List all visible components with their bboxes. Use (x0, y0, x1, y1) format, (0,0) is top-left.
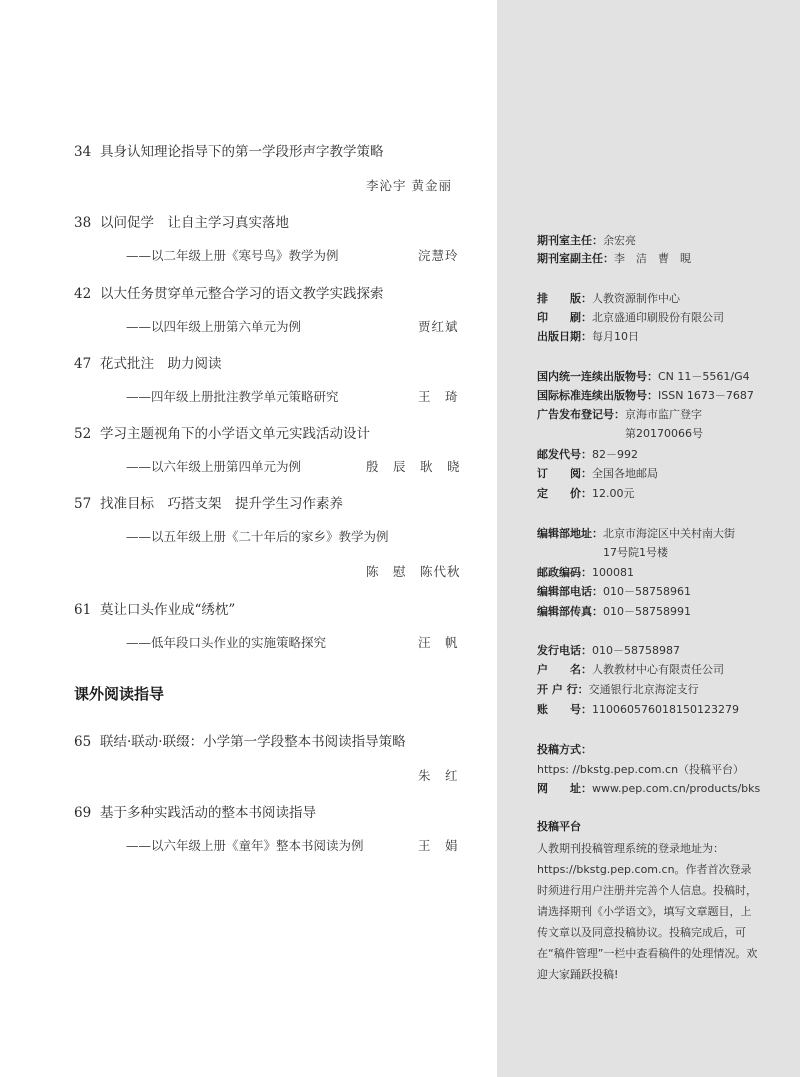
masthead-row: 邮政编码：100081 (537, 566, 634, 579)
article-page-number: 34 (74, 144, 92, 160)
masthead-row: 广告发布登记号：京海市监广登字 (537, 408, 702, 421)
masthead-row: 出版日期：每月10日 (537, 330, 639, 343)
article-subtitle: ——以六年级上册《童年》整本书阅读为例 (126, 838, 364, 853)
article-title-text: 找准目标 巧搭支架 提升学生习作素养 (100, 496, 343, 512)
article-page-number: 57 (74, 496, 92, 512)
article-authors: 汪 帆 (418, 635, 459, 650)
article-title-text: 学习主题视角下的小学语文单元实践活动设计 (100, 426, 370, 442)
submission-heading: 投稿方式： (537, 743, 592, 756)
article-title[interactable] (74, 140, 384, 160)
section-heading: 课外阅读指导 (74, 685, 165, 703)
masthead-row: 户 名：人教教材中心有限责任公司 (537, 663, 724, 676)
article-subtitle: ——以五年级上册《二十年后的家乡》教学为例 (126, 529, 389, 544)
masthead-row: 邮发代号：82－992 (537, 448, 638, 461)
platform-description: 人教期刊投稿管理系统的登录地址为：https://bkstg.pep.com.cn。作者首次登录时须进行用户注册并完善个人信息。投稿时，请选择期刊《小学语文》，填写文章题目，上传文章以及同意投稿协议。投稿完成后，可在“稿件管理”一栏中查看稿件的处理情况。欢迎大家踊跃投稿! (537, 842, 758, 981)
masthead-row: 17号院1号楼 (603, 546, 668, 559)
article-title-text: 莫让口头作业成“绣枕” (100, 602, 236, 618)
article-authors: 王 琦 (418, 389, 459, 404)
article-title[interactable] (74, 211, 289, 231)
masthead-row: 第20170066号 (625, 427, 703, 440)
masthead-row: 发行电话：010－58758987 (537, 644, 680, 657)
masthead-row: 国内统一连续出版物号：CN 11－5561/G4 (537, 370, 750, 383)
masthead-row: 国际标准连续出版物号：ISSN 1673－7687 (537, 389, 754, 402)
article-page-number: 61 (74, 602, 92, 618)
masthead-row: 排 版：人教资源制作中心 (537, 292, 680, 305)
masthead-row: 编辑部地址：北京市海淀区中关村南大街 (537, 527, 735, 540)
article-page-number: 69 (74, 805, 92, 821)
article-title[interactable] (74, 492, 343, 512)
article-page-number: 42 (74, 286, 92, 302)
article-title[interactable] (74, 422, 370, 442)
platform-heading: 投稿平台 (537, 820, 581, 833)
article-authors: 陈 慰 陈代秋 (366, 564, 461, 579)
article-subtitle: ——以四年级上册第六单元为例 (126, 319, 302, 334)
article-page-number: 52 (74, 426, 92, 442)
article-authors: 贾红斌 (418, 319, 459, 334)
article-page-number: 47 (74, 356, 92, 372)
article-authors: 殷 辰 耿 晓 (366, 459, 461, 474)
masthead-row: 账 号：110060576018150123279 (537, 703, 739, 716)
article-title[interactable] (74, 598, 235, 618)
article-title-text: 联结·联动·联缀：小学第一学段整本书阅读指导策略 (100, 734, 406, 750)
masthead-row: 印 刷：北京盛通印刷股份有限公司 (537, 311, 724, 324)
website-link[interactable]: 网 址：www.pep.com.cn/products/bks (537, 782, 761, 795)
masthead-row: 编辑部电话：010－58758961 (537, 585, 691, 598)
masthead-row: 期刊室副主任：李 洁 曹 睍 (537, 252, 691, 265)
article-subtitle: ——四年级上册批注教学单元策略研究 (126, 389, 339, 404)
article-authors: 李沁宇 黄金丽 (366, 178, 452, 193)
article-title-text: 以大任务贯穿单元整合学习的语文教学实践探索 (100, 286, 384, 302)
submission-link[interactable]: https: //bkstg.pep.com.cn（投稿平台） (537, 763, 745, 776)
article-authors: 浣慧玲 (418, 248, 459, 263)
article-title[interactable] (74, 282, 384, 302)
article-authors: 王 娟 (418, 838, 459, 853)
article-title-text: 基于多种实践活动的整本书阅读指导 (100, 805, 316, 821)
masthead-row: 开 户 行：交通银行北京海淀支行 (537, 683, 699, 696)
article-subtitle: ——低年段口头作业的实施策略探究 (126, 635, 327, 650)
article-title-text: 具身认知理论指导下的第一学段形声字教学策略 (100, 144, 384, 160)
article-subtitle: ——以六年级上册第四单元为例 (126, 459, 302, 474)
article-subtitle: ——以二年级上册《寒号鸟》教学为例 (126, 248, 339, 263)
masthead-row: 定 价：12.00元 (537, 487, 635, 500)
article-title-text: 花式批注 助力阅读 (100, 356, 222, 372)
masthead-row: 订 阅：全国各地邮局 (537, 467, 658, 480)
article-page-number: 38 (74, 215, 92, 231)
article-title-text: 以问促学 让自主学习真实落地 (100, 215, 289, 231)
article-title[interactable] (74, 352, 222, 372)
article-title[interactable] (74, 730, 406, 750)
article-page-number: 65 (74, 734, 92, 750)
article-authors: 朱 红 (418, 768, 459, 783)
masthead-row: 编辑部传真：010－58758991 (537, 605, 691, 618)
article-title[interactable] (74, 801, 316, 821)
masthead-row: 期刊室主任：余宏亮 (537, 234, 636, 247)
